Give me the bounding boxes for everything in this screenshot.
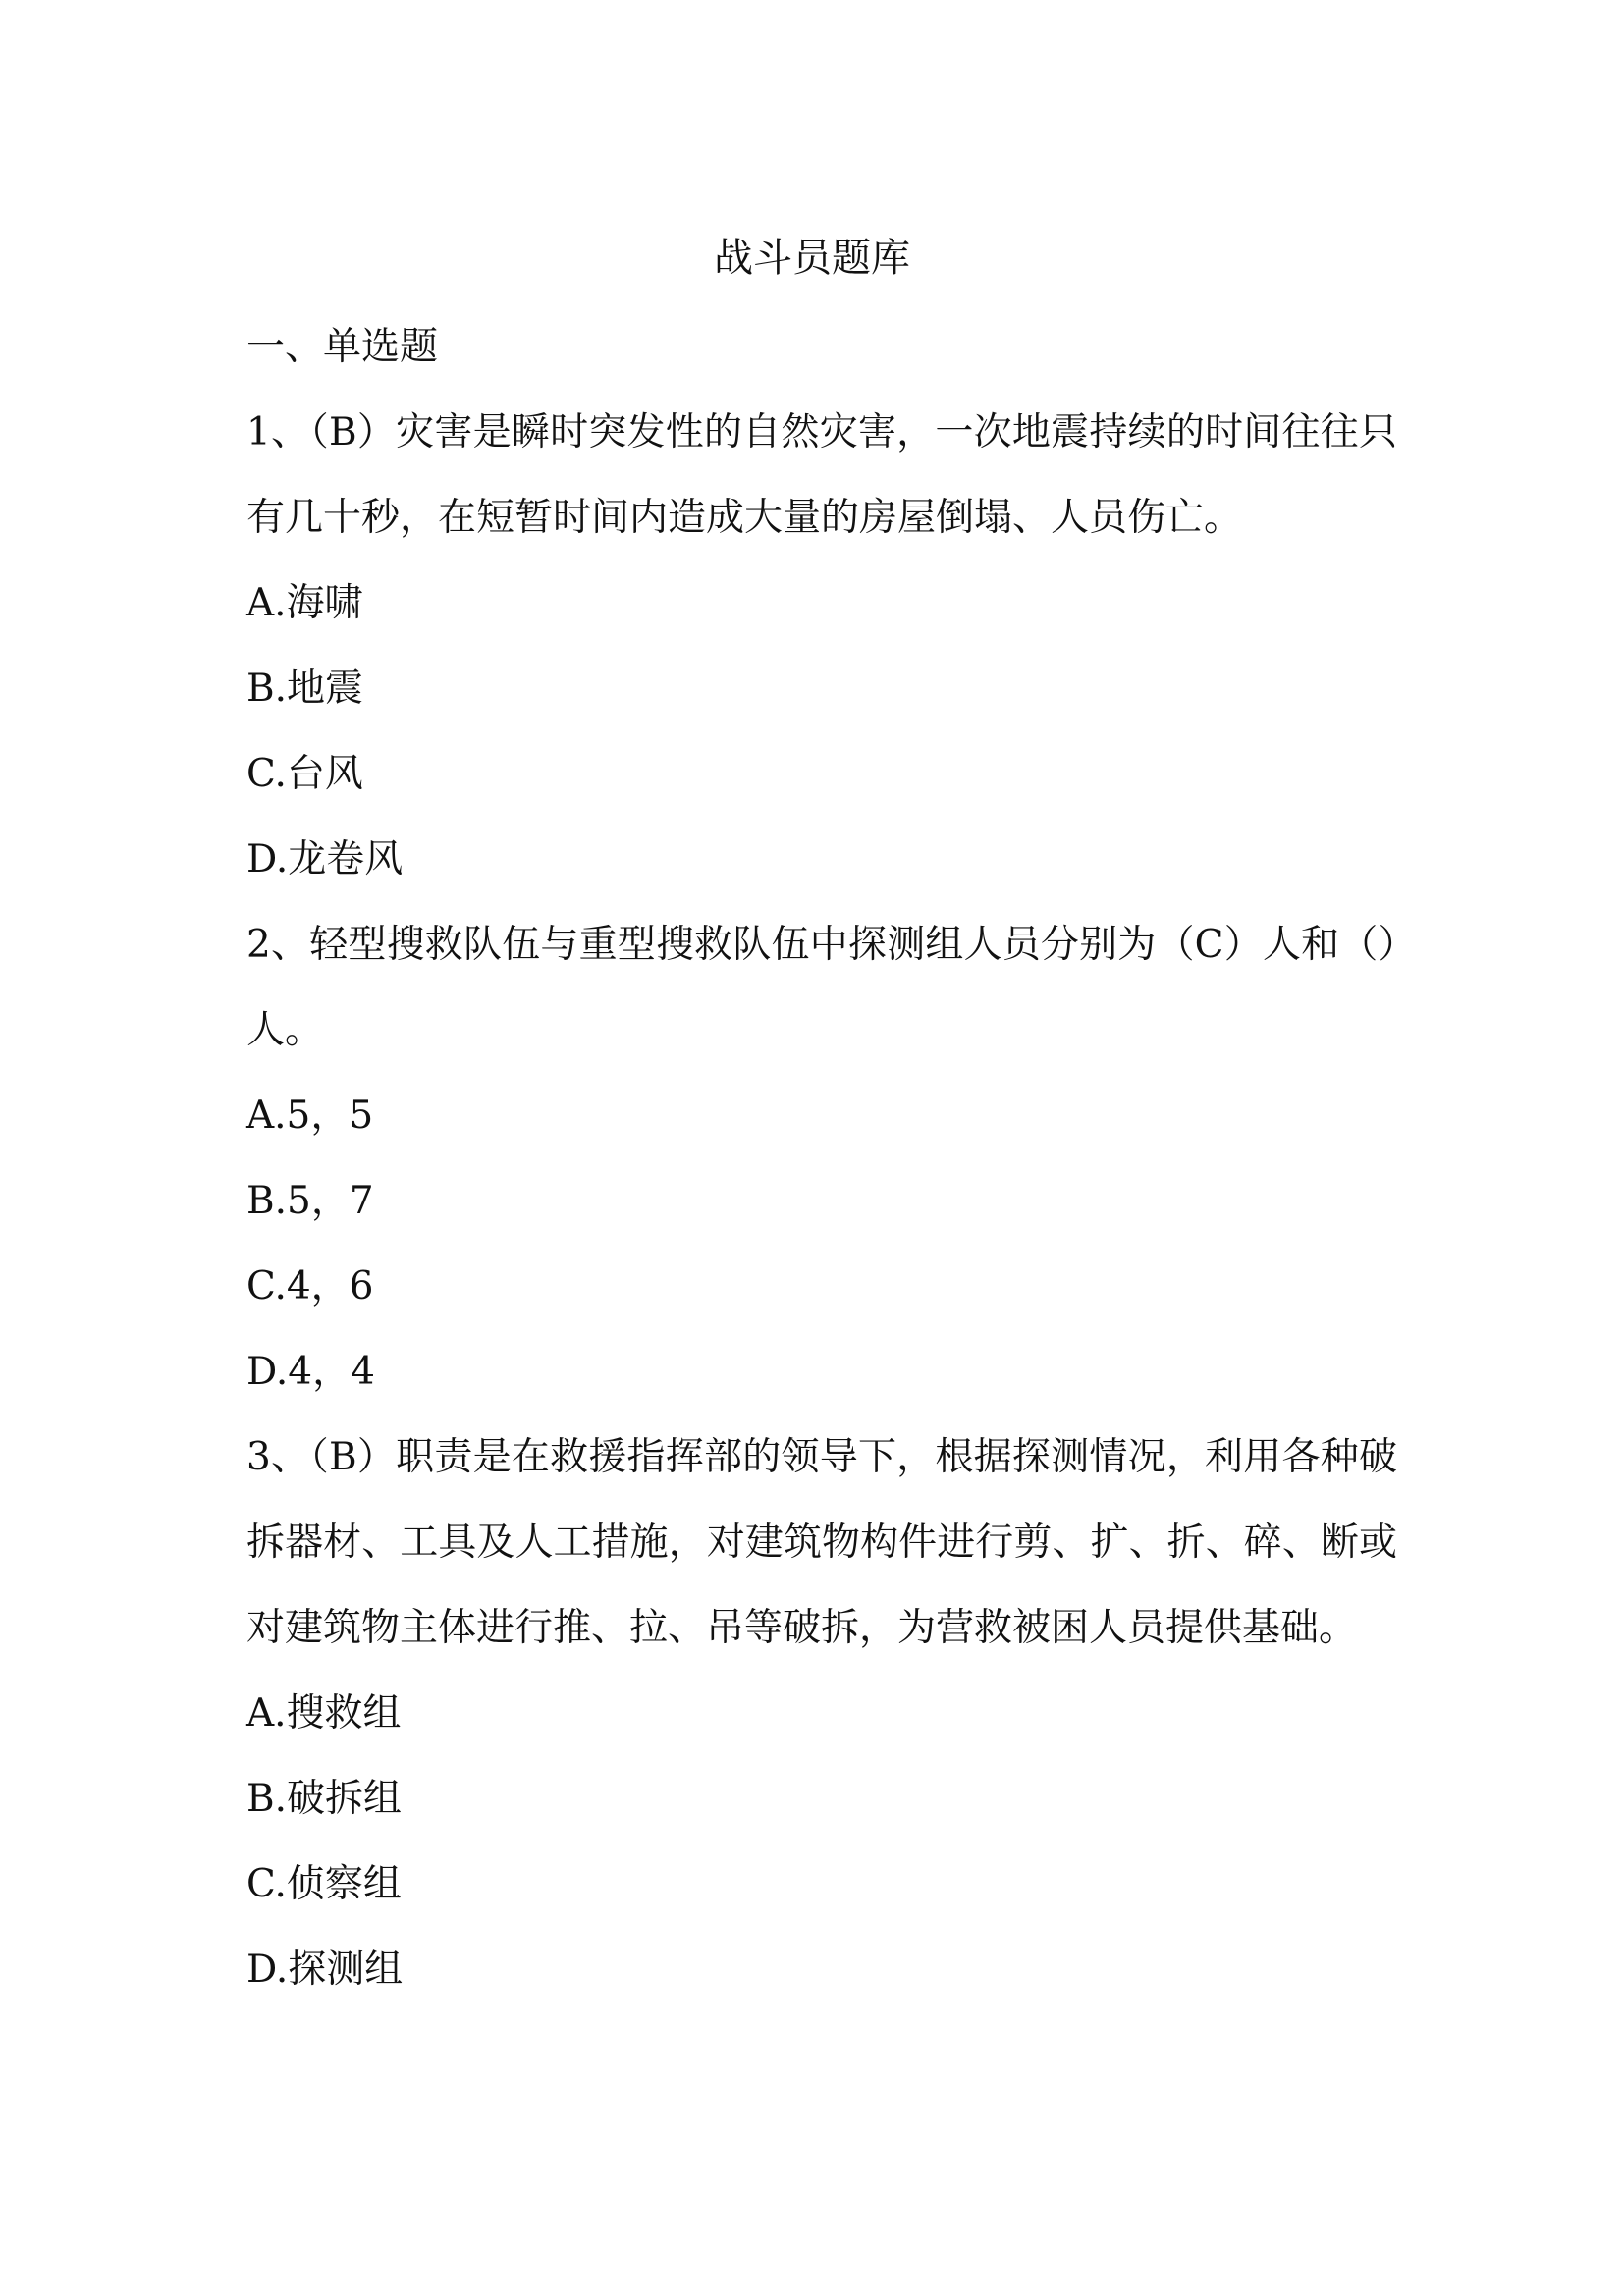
question-1-option-a: A.海啸 — [246, 581, 363, 625]
question-1-option-b: B.地震 — [246, 667, 364, 711]
document-title: 战斗员题库 — [714, 236, 910, 281]
document-body — [246, 304, 1397, 2012]
question-2-option-d: D.4，4 — [246, 1350, 375, 1394]
question-1-option-d: D.龙卷风 — [246, 837, 404, 881]
question-3-option-b: B.破拆组 — [246, 1777, 403, 1821]
question-3-option-a: A.搜救组 — [246, 1691, 402, 1735]
question-2-option-b: B.5，7 — [246, 1179, 374, 1223]
question-2-option-a: A.5，5 — [246, 1094, 374, 1138]
question-1-stem: 1、（B）灾害是瞬时突发性的自然灾害，一次地震持续的时间往往只有几十秒，在短暂时间内造成大量的房屋倒塌、人员伤亡。 — [246, 410, 1397, 540]
section-heading: 一、单选题 — [246, 325, 439, 369]
question-2-stem: 2、轻型搜救队伍与重型搜救队伍中探测组人员分别为（C）人和（）人。 — [246, 923, 1397, 1052]
question-1-option-c: C.台风 — [246, 752, 363, 796]
question-2-option-c: C.4，6 — [246, 1264, 374, 1308]
question-3-stem: 3、（B）职责是在救援指挥部的领导下，根据探测情况，利用各种破拆器材、工具及人工措施，对建筑物构件进行剪、扩、折、碎、断或对建筑物主体进行推、拉、吊等破拆，为营救被困人员提供基础。 — [246, 1435, 1397, 1650]
question-3-option-d: D.探测组 — [246, 1948, 404, 1992]
question-3-option-c: C.侦察组 — [246, 1862, 402, 1906]
